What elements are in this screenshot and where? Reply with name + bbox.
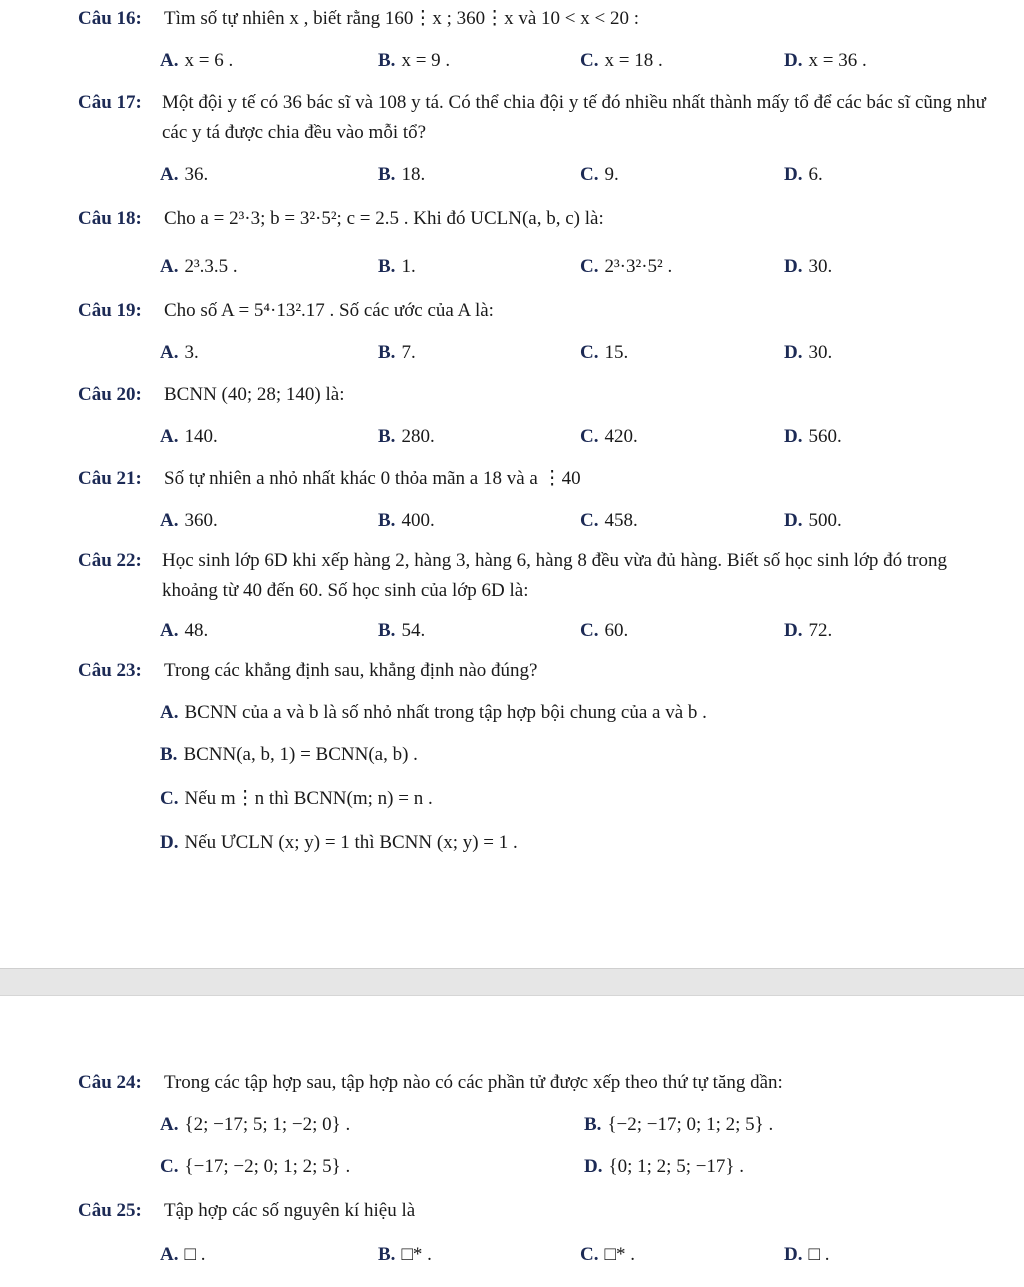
question-17 [78,88,994,148]
option-d[interactable]: D. 30. [784,342,833,363]
question-23 [78,656,994,686]
option-a[interactable]: A. 2³.3.5 . [160,256,238,277]
option-a[interactable]: A. BCNN của a và b là số nhỏ nhất trong tập hợp bội chung của a và b . [160,702,707,723]
option-a[interactable]: A. □ . [160,1244,206,1265]
options-19 [160,338,994,368]
option-d[interactable]: D. □ . [784,1244,830,1265]
option-b[interactable]: B. 280. [378,426,435,447]
question-label: Câu 21: [78,468,142,489]
option-a[interactable]: A. 36. [160,164,209,185]
option-c[interactable]: C. 60. [580,620,629,641]
option-c[interactable]: C. 420. [580,426,638,447]
option-a[interactable]: A. 140. [160,426,218,447]
option-d[interactable]: D. Nếu ƯCLN (x; y) = 1 thì BCNN (x; y) = 1 . [160,832,518,853]
question-label: Câu 25: [78,1200,142,1221]
question-label: Câu 18: [78,208,142,229]
question-label: Câu 23: [78,660,142,681]
options-22 [160,616,994,646]
option-b[interactable]: B. □* . [378,1244,432,1265]
option-b[interactable]: B. {−2; −17; 0; 1; 2; 5} . [584,1114,774,1135]
question-16 [78,4,994,34]
question-label: Câu 19: [78,300,142,321]
option-d[interactable]: D. 500. [784,510,842,531]
option-b[interactable]: B. 1. [378,256,416,277]
option-c[interactable]: C. Nếu m⋮n thì BCNN(m; n) = n . [160,788,433,809]
question-text: Tập hợp các số nguyên kí hiệu là [164,1200,416,1221]
option-c[interactable]: C. 458. [580,510,638,531]
question-22 [78,546,994,606]
option-d[interactable]: D. {0; 1; 2; 5; −17} . [584,1156,745,1177]
option-b[interactable]: B. 7. [378,342,416,363]
question-label: Câu 16: [78,8,142,29]
options-16 [160,46,994,76]
option-b[interactable]: B. 18. [378,164,426,185]
question-21 [78,464,994,494]
question-19 [78,296,994,326]
option-a[interactable]: A. x = 6 . [160,50,234,71]
question-text: Học sinh lớp 6D khi xếp hàng 2, hàng 3, hàng 6, hàng 8 đều vừa đủ hàng. Biết số học sinh lớp đó trong khoảng từ 40 đến 60. Số học sinh của lớp 6D là: [162,550,948,601]
option-d[interactable]: D. 72. [784,620,833,641]
question-text: BCNN (40; 28; 140) là: [164,384,345,405]
question-label: Câu 20: [78,384,142,405]
question-25 [78,1196,994,1226]
question-18 [78,204,994,234]
page-break-divider [0,968,1024,996]
option-b[interactable]: B. 400. [378,510,435,531]
option-b[interactable]: B. x = 9 . [378,50,451,71]
option-d[interactable]: D. x = 36 . [784,50,867,71]
options-24-row1 [160,1110,994,1140]
question-label: Câu 22: [78,550,142,571]
question-text: Số tự nhiên a nhỏ nhất khác 0 thỏa mãn a 18 và a ⋮40 [164,468,581,489]
options-17 [160,160,994,190]
option-c[interactable]: C. {−17; −2; 0; 1; 2; 5} . [160,1156,351,1177]
option-c[interactable]: C. x = 18 . [580,50,663,71]
option-a[interactable]: A. 3. [160,342,199,363]
question-label: Câu 17: [78,92,142,113]
option-c[interactable]: C. 2³·3²·5² . [580,256,673,277]
option-d[interactable]: D. 560. [784,426,842,447]
option-a[interactable]: A. {2; −17; 5; 1; −2; 0} . [160,1114,351,1135]
option-b[interactable]: B. 54. [378,620,426,641]
question-20 [78,380,994,410]
options-21 [160,506,994,536]
question-text: Một đội y tế có 36 bác sĩ và 108 y tá. Có thể chia đội y tế đó nhiều nhất thành mấy tổ để các bác sĩ cũng như các y tá được chia đều vào mỗi tổ? [162,92,986,143]
options-24-row2 [160,1152,994,1182]
option-a[interactable]: A. 48. [160,620,209,641]
option-c[interactable]: C. 15. [580,342,629,363]
option-c[interactable]: C. 9. [580,164,619,185]
question-text: Trong các khẳng định sau, khẳng định nào đúng? [164,660,538,681]
question-24 [78,1068,994,1098]
option-c[interactable]: C. □* . [580,1244,635,1265]
options-18 [160,252,994,282]
question-label: Câu 24: [78,1072,142,1093]
options-25 [160,1240,994,1270]
option-a[interactable]: A. 360. [160,510,218,531]
option-b[interactable]: B. BCNN(a, b, 1) = BCNN(a, b) . [160,744,418,765]
option-d[interactable]: D. 30. [784,256,833,277]
option-d[interactable]: D. 6. [784,164,823,185]
question-text: Tìm số tự nhiên x , biết rằng 160⋮x ; 360⋮x và 10 < x < 20 : [164,8,640,29]
question-text: Trong các tập hợp sau, tập hợp nào có các phần tử được xếp theo thứ tự tăng dần: [164,1072,783,1093]
question-text: Cho a = 2³·3; b = 3²·5²; c = 2.5 . Khi đó UCLN(a, b, c) là: [164,208,604,229]
options-20 [160,422,994,452]
question-text: Cho số A = 5⁴·13².17 . Số các ước của A là: [164,300,494,321]
